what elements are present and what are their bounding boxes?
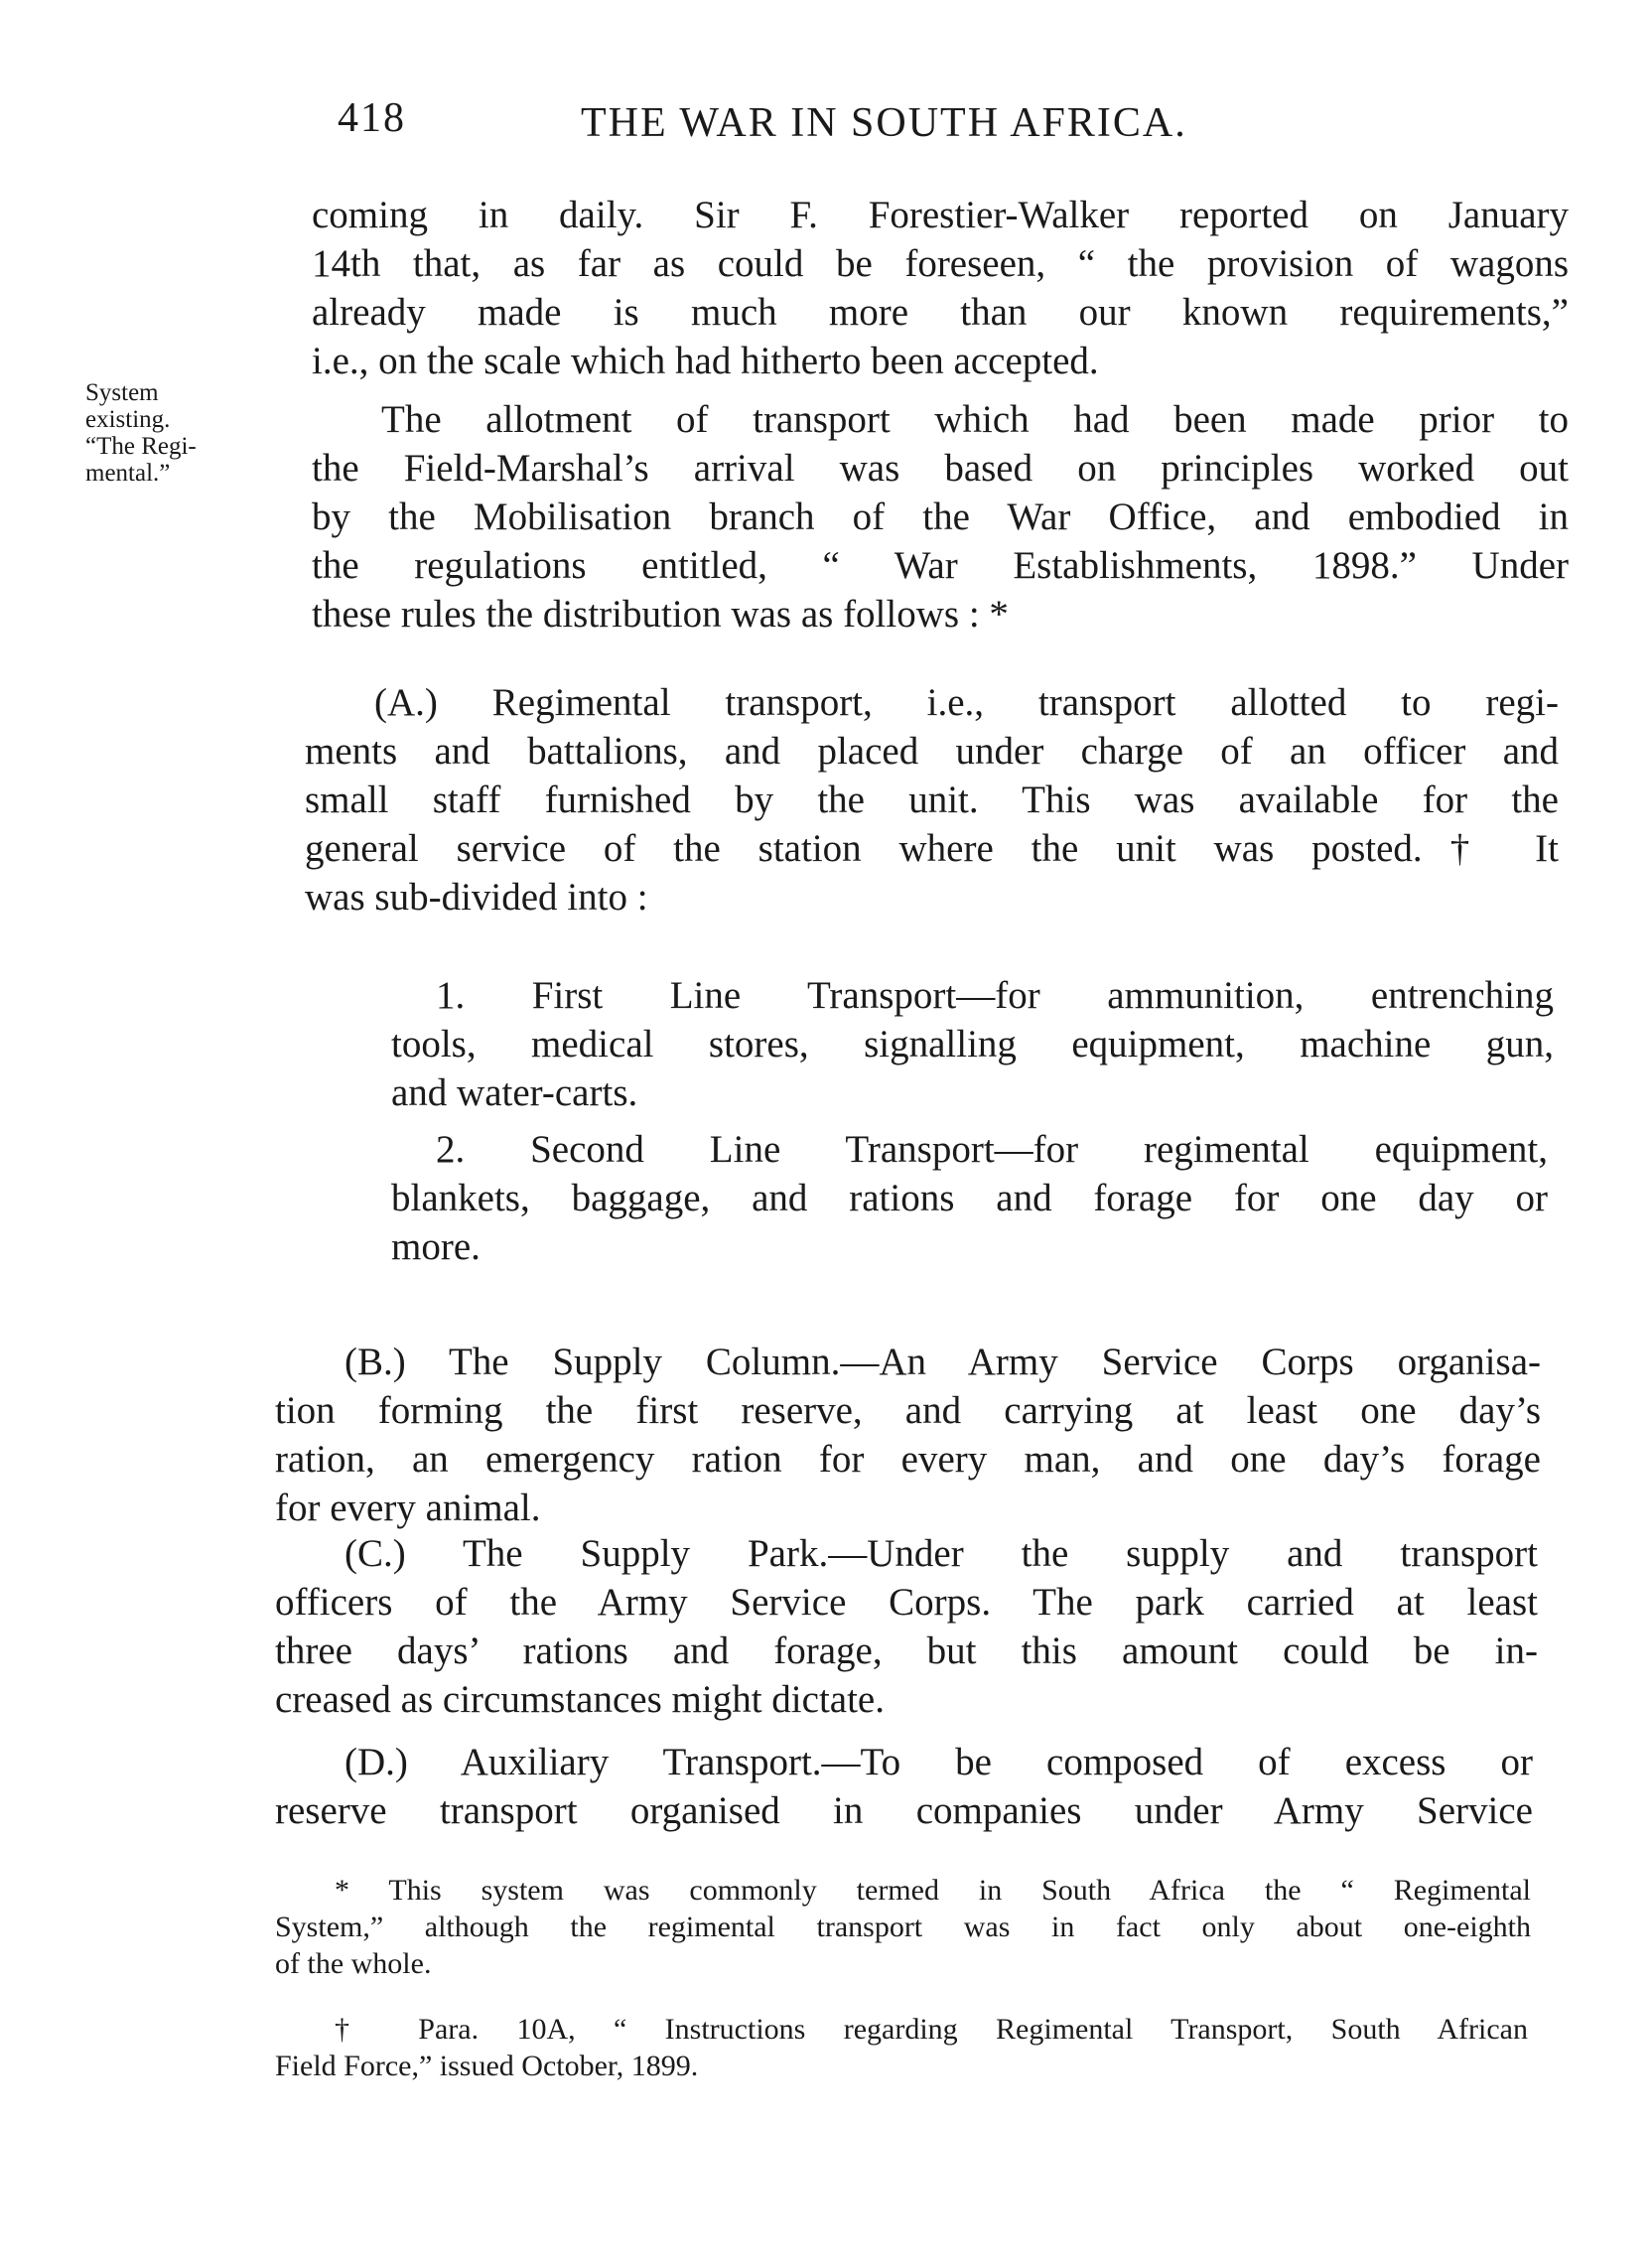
page-number: 418 xyxy=(338,95,406,141)
text-line: reserve transport organised in companies under Army Service xyxy=(275,1789,1533,1832)
list-item-1 xyxy=(391,971,1554,1117)
text-line: System,” although the regimental transport was in fact only about one-eighth xyxy=(275,1911,1531,1943)
paragraph-b xyxy=(275,1338,1541,1532)
text-line: and water-carts. xyxy=(391,1071,638,1114)
margin-note-line: “The Regi- xyxy=(85,433,197,460)
paragraph-c xyxy=(275,1529,1538,1724)
text-line: small staff furnished by the unit. This was available for the xyxy=(305,779,1559,821)
text-line: more. xyxy=(391,1225,481,1268)
text-line: these rules the distribution was as follows : * xyxy=(312,593,1009,636)
text-line: by the Mobilisation branch of the War Office, and embodied in xyxy=(312,496,1569,538)
margin-note-line: System xyxy=(85,379,159,406)
margin-note xyxy=(85,379,197,487)
text-line: (A.) Regimental transport, i.e., transport allotted to regi- xyxy=(374,681,1559,724)
paragraph-a xyxy=(305,678,1559,921)
text-line: (C.) The Supply Park.—Under the supply and transport xyxy=(344,1532,1538,1575)
margin-note-line: mental.” xyxy=(85,460,171,487)
text-line: (B.) The Supply Column.—An Army Service Corps organisa- xyxy=(344,1341,1541,1383)
text-line: general service of the station where the unit was posted.† It xyxy=(305,827,1559,870)
text-line: the Field-Marshal’s arrival was based on principles worked out xyxy=(312,447,1569,490)
text-line: 14th that, as far as could be foreseen, “ the provision of wagons xyxy=(312,242,1569,285)
text-line: tion forming the first reserve, and carrying at least one day’s xyxy=(275,1389,1541,1432)
text-line: creased as circumstances might dictate. xyxy=(275,1678,885,1721)
footnote-dagger xyxy=(275,2011,1528,2084)
text-line: 2. Second Line Transport—for regimental equipment, xyxy=(436,1128,1548,1171)
text-line: already made is much more than our known requirements,” xyxy=(312,291,1569,334)
paragraph-2 xyxy=(312,395,1569,638)
text-line: ments and battalions, and placed under charge of an officer and xyxy=(305,730,1559,773)
text-line: * This system was commonly termed in South Africa the “ Regimental xyxy=(335,1874,1531,1907)
text-line: 1. First Line Transport—for ammunition, entrenching xyxy=(436,974,1554,1017)
text-line: officers of the Army Service Corps. The park carried at least xyxy=(275,1581,1538,1624)
text-line: blankets, baggage, and rations and forage for one day or xyxy=(391,1177,1548,1219)
footnote-asterisk xyxy=(275,1872,1531,1982)
text-line: tools, medical stores, signalling equipment, machine gun, xyxy=(391,1023,1554,1065)
margin-note-line: existing. xyxy=(85,406,171,433)
text-line: the regulations entitled, “ War Establishments, 1898.” Under xyxy=(312,544,1569,587)
text-line: three days’ rations and forage, but this amount could be in- xyxy=(275,1630,1538,1672)
text-line: Field Force,” issued October, 1899. xyxy=(275,2050,699,2082)
text-line: The allotment of transport which had been made prior to xyxy=(381,398,1569,441)
text-line: coming in daily. Sir F. Forestier-Walker reported on January xyxy=(312,194,1569,236)
text-line: for every animal. xyxy=(275,1487,541,1529)
running-title: THE WAR IN SOUTH AFRICA. xyxy=(581,100,1187,146)
paragraph-d xyxy=(275,1738,1533,1835)
paragraph-1 xyxy=(312,191,1569,385)
list-item-2 xyxy=(391,1125,1548,1271)
text-line: of the whole. xyxy=(275,1947,432,1980)
text-line: i.e., on the scale which had hitherto been accepted. xyxy=(312,340,1099,382)
text-line: † Para. 10A, “ Instructions regarding Regimental Transport, South African xyxy=(335,2013,1528,2046)
text-line: ration, an emergency ration for every man, and one day’s forage xyxy=(275,1438,1541,1481)
text-line: (D.) Auxiliary Transport.—To be composed of excess or xyxy=(344,1741,1533,1783)
text-line: was sub-divided into : xyxy=(305,876,648,919)
